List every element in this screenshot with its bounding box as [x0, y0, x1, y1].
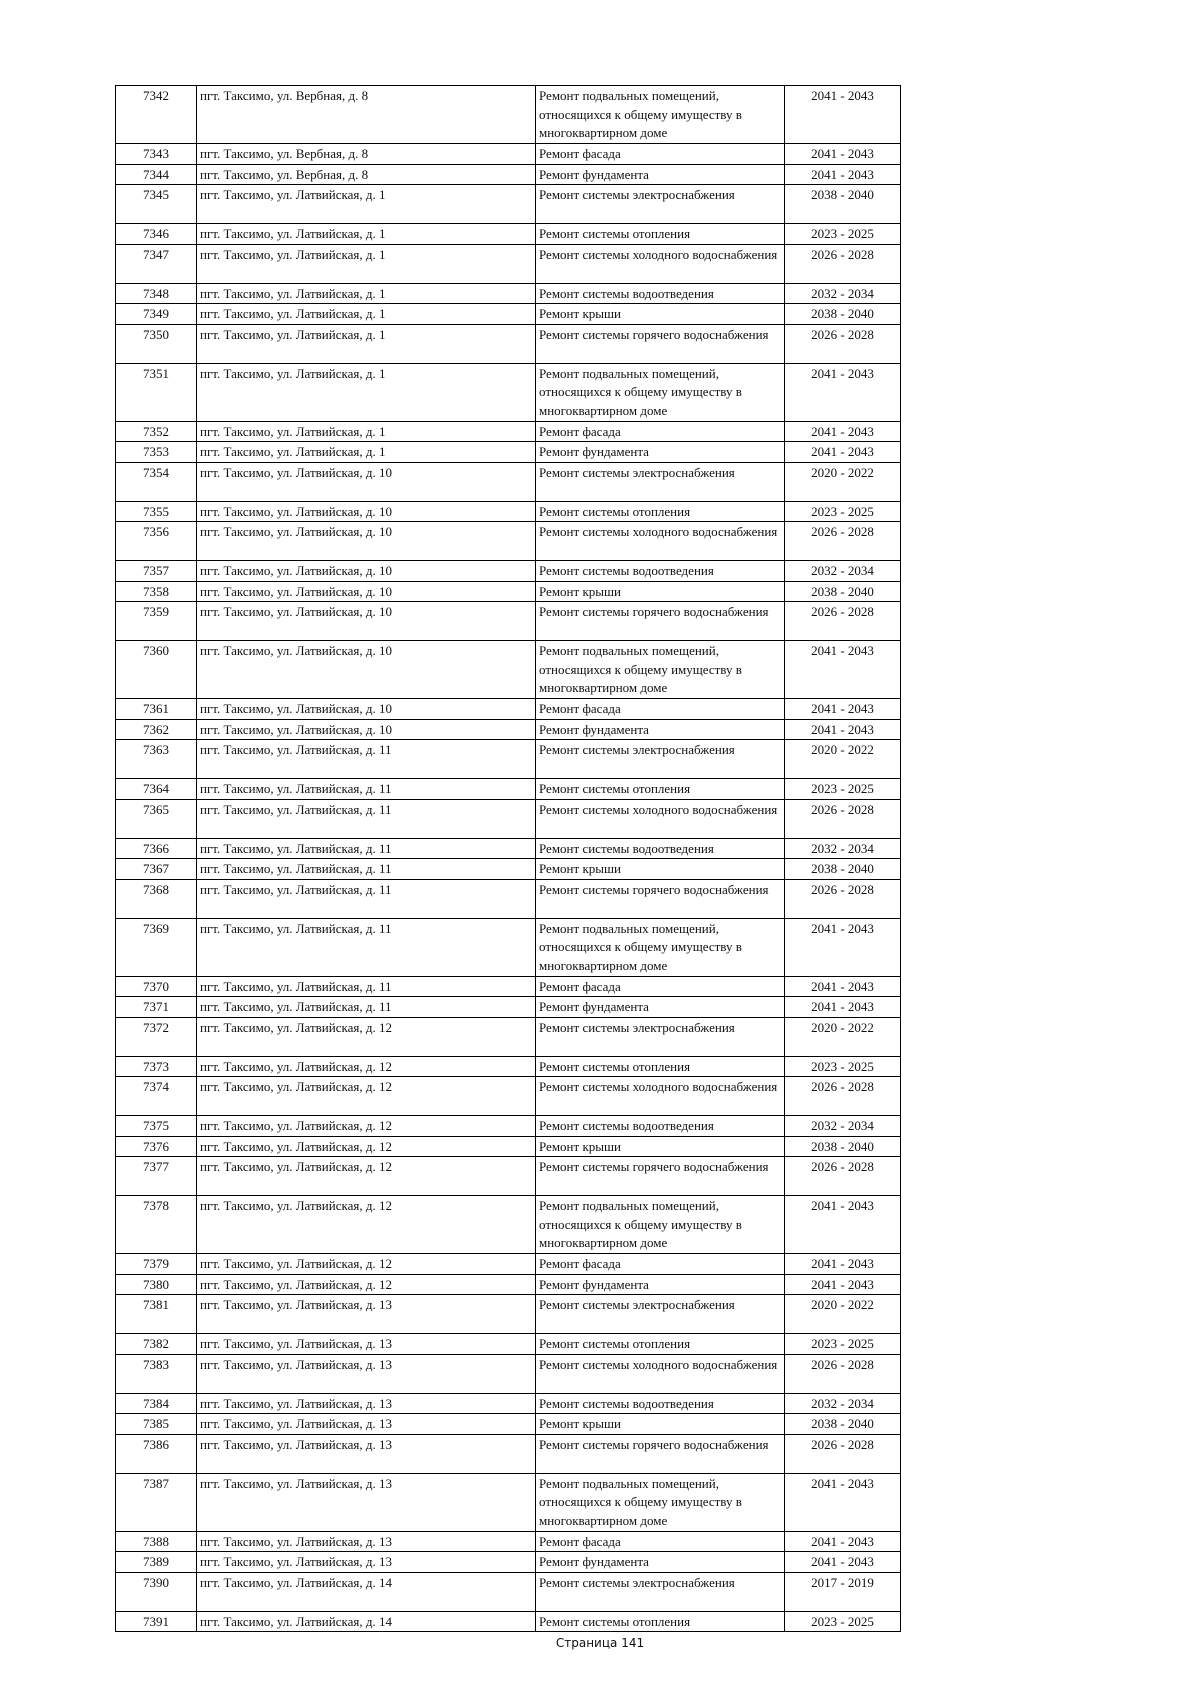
period-cell: 2023 - 2025 — [785, 779, 901, 800]
table-row — [116, 1531, 901, 1552]
work-type-cell: Ремонт системы холодного водоснабжения — [536, 244, 785, 283]
table-row — [116, 641, 901, 699]
period-cell: 2023 - 2025 — [785, 1056, 901, 1077]
work-type-cell: Ремонт фундамента — [536, 164, 785, 185]
work-type-cell: Ремонт крыши — [536, 859, 785, 880]
work-type-cell: Ремонт подвальных помещений, относящихся к общему имуществу в многоквартирном доме — [536, 1196, 785, 1254]
period-cell: 2026 - 2028 — [785, 244, 901, 283]
work-type-cell: Ремонт подвальных помещений, относящихся к общему имуществу в многоквартирном доме — [536, 641, 785, 699]
table-row — [116, 244, 901, 283]
address-cell: пгт. Таксимо, ул. Латвийская, д. 10 — [197, 501, 536, 522]
table-row — [116, 1611, 901, 1632]
period-cell: 2020 - 2022 — [785, 1295, 901, 1334]
work-type-cell: Ремонт системы отопления — [536, 779, 785, 800]
table-row — [116, 1414, 901, 1435]
row-number-cell: 7381 — [116, 1295, 197, 1334]
address-cell: пгт. Таксимо, ул. Латвийская, д. 1 — [197, 244, 536, 283]
row-number-cell: 7383 — [116, 1354, 197, 1393]
work-type-cell: Ремонт системы электроснабжения — [536, 185, 785, 224]
work-type-cell: Ремонт системы электроснабжения — [536, 740, 785, 779]
row-number-cell: 7349 — [116, 304, 197, 325]
table-row — [116, 997, 901, 1018]
address-cell: пгт. Таксимо, ул. Вербная, д. 8 — [197, 86, 536, 144]
row-number-cell: 7386 — [116, 1434, 197, 1473]
table-row — [116, 879, 901, 918]
row-number-cell: 7350 — [116, 324, 197, 363]
work-type-cell: Ремонт фундамента — [536, 1274, 785, 1295]
period-cell: 2023 - 2025 — [785, 1334, 901, 1355]
work-type-cell: Ремонт фасада — [536, 1254, 785, 1275]
address-cell: пгт. Таксимо, ул. Латвийская, д. 12 — [197, 1274, 536, 1295]
work-type-cell: Ремонт системы отопления — [536, 1334, 785, 1355]
table-row — [116, 859, 901, 880]
period-cell: 2017 - 2019 — [785, 1572, 901, 1611]
period-cell: 2023 - 2025 — [785, 501, 901, 522]
period-cell: 2032 - 2034 — [785, 283, 901, 304]
table-row — [116, 442, 901, 463]
period-cell: 2026 - 2028 — [785, 602, 901, 641]
address-cell: пгт. Таксимо, ул. Латвийская, д. 12 — [197, 1136, 536, 1157]
address-cell: пгт. Таксимо, ул. Латвийская, д. 12 — [197, 1116, 536, 1137]
address-cell: пгт. Таксимо, ул. Латвийская, д. 11 — [197, 740, 536, 779]
row-number-cell: 7390 — [116, 1572, 197, 1611]
row-number-cell: 7379 — [116, 1254, 197, 1275]
period-cell: 2041 - 2043 — [785, 976, 901, 997]
row-number-cell: 7365 — [116, 799, 197, 838]
address-cell: пгт. Таксимо, ул. Латвийская, д. 13 — [197, 1393, 536, 1414]
period-cell: 2041 - 2043 — [785, 1531, 901, 1552]
table-row — [116, 1017, 901, 1056]
period-cell: 2041 - 2043 — [785, 1196, 901, 1254]
table-row — [116, 1572, 901, 1611]
row-number-cell: 7387 — [116, 1473, 197, 1531]
table-row — [116, 1157, 901, 1196]
work-type-cell: Ремонт фундамента — [536, 442, 785, 463]
table-row — [116, 363, 901, 421]
address-cell: пгт. Таксимо, ул. Латвийская, д. 13 — [197, 1531, 536, 1552]
repair-schedule-table — [115, 85, 901, 1632]
work-type-cell: Ремонт крыши — [536, 304, 785, 325]
table-row — [116, 144, 901, 165]
period-cell: 2038 - 2040 — [785, 581, 901, 602]
work-type-cell: Ремонт системы электроснабжения — [536, 1295, 785, 1334]
table-row — [116, 185, 901, 224]
work-type-cell: Ремонт подвальных помещений, относящихся к общему имуществу в многоквартирном доме — [536, 86, 785, 144]
address-cell: пгт. Таксимо, ул. Латвийская, д. 13 — [197, 1473, 536, 1531]
period-cell: 2032 - 2034 — [785, 838, 901, 859]
address-cell: пгт. Таксимо, ул. Латвийская, д. 1 — [197, 185, 536, 224]
table-row — [116, 918, 901, 976]
work-type-cell: Ремонт системы отопления — [536, 1611, 785, 1632]
table-row — [116, 1077, 901, 1116]
row-number-cell: 7355 — [116, 501, 197, 522]
address-cell: пгт. Таксимо, ул. Латвийская, д. 11 — [197, 879, 536, 918]
work-type-cell: Ремонт крыши — [536, 1414, 785, 1435]
work-type-cell: Ремонт системы холодного водоснабжения — [536, 1077, 785, 1116]
work-type-cell: Ремонт системы холодного водоснабжения — [536, 799, 785, 838]
table-row — [116, 799, 901, 838]
table-row — [116, 1393, 901, 1414]
period-cell: 2041 - 2043 — [785, 164, 901, 185]
table-row — [116, 581, 901, 602]
address-cell: пгт. Таксимо, ул. Латвийская, д. 10 — [197, 522, 536, 561]
work-type-cell: Ремонт системы горячего водоснабжения — [536, 324, 785, 363]
period-cell: 2041 - 2043 — [785, 363, 901, 421]
work-type-cell: Ремонт системы горячего водоснабжения — [536, 879, 785, 918]
row-number-cell: 7372 — [116, 1017, 197, 1056]
period-cell: 2041 - 2043 — [785, 918, 901, 976]
address-cell: пгт. Таксимо, ул. Латвийская, д. 12 — [197, 1056, 536, 1077]
table-row — [116, 462, 901, 501]
address-cell: пгт. Таксимо, ул. Латвийская, д. 11 — [197, 838, 536, 859]
period-cell: 2032 - 2034 — [785, 561, 901, 582]
period-cell: 2026 - 2028 — [785, 799, 901, 838]
row-number-cell: 7361 — [116, 699, 197, 720]
period-cell: 2041 - 2043 — [785, 144, 901, 165]
address-cell: пгт. Таксимо, ул. Латвийская, д. 12 — [197, 1017, 536, 1056]
address-cell: пгт. Таксимо, ул. Вербная, д. 8 — [197, 144, 536, 165]
row-number-cell: 7364 — [116, 779, 197, 800]
period-cell: 2023 - 2025 — [785, 1611, 901, 1632]
address-cell: пгт. Таксимо, ул. Латвийская, д. 13 — [197, 1295, 536, 1334]
address-cell: пгт. Таксимо, ул. Латвийская, д. 1 — [197, 363, 536, 421]
work-type-cell: Ремонт системы водоотведения — [536, 561, 785, 582]
period-cell: 2041 - 2043 — [785, 997, 901, 1018]
period-cell: 2041 - 2043 — [785, 1274, 901, 1295]
address-cell: пгт. Таксимо, ул. Латвийская, д. 13 — [197, 1414, 536, 1435]
period-cell: 2041 - 2043 — [785, 641, 901, 699]
row-number-cell: 7356 — [116, 522, 197, 561]
row-number-cell: 7357 — [116, 561, 197, 582]
table-row — [116, 283, 901, 304]
period-cell: 2026 - 2028 — [785, 1354, 901, 1393]
period-cell: 2026 - 2028 — [785, 1434, 901, 1473]
period-cell: 2026 - 2028 — [785, 1077, 901, 1116]
address-cell: пгт. Таксимо, ул. Латвийская, д. 1 — [197, 421, 536, 442]
address-cell: пгт. Таксимо, ул. Латвийская, д. 1 — [197, 304, 536, 325]
row-number-cell: 7362 — [116, 719, 197, 740]
row-number-cell: 7385 — [116, 1414, 197, 1435]
address-cell: пгт. Таксимо, ул. Латвийская, д. 10 — [197, 641, 536, 699]
table-row — [116, 304, 901, 325]
work-type-cell: Ремонт системы холодного водоснабжения — [536, 522, 785, 561]
address-cell: пгт. Таксимо, ул. Латвийская, д. 1 — [197, 324, 536, 363]
period-cell: 2041 - 2043 — [785, 1254, 901, 1275]
address-cell: пгт. Таксимо, ул. Латвийская, д. 11 — [197, 859, 536, 880]
table-row — [116, 1295, 901, 1334]
row-number-cell: 7353 — [116, 442, 197, 463]
address-cell: пгт. Таксимо, ул. Латвийская, д. 10 — [197, 719, 536, 740]
table-row — [116, 561, 901, 582]
period-cell: 2023 - 2025 — [785, 224, 901, 245]
address-cell: пгт. Таксимо, ул. Латвийская, д. 12 — [197, 1196, 536, 1254]
address-cell: пгт. Таксимо, ул. Латвийская, д. 11 — [197, 997, 536, 1018]
work-type-cell: Ремонт фасада — [536, 1531, 785, 1552]
table-row — [116, 1334, 901, 1355]
address-cell: пгт. Таксимо, ул. Латвийская, д. 12 — [197, 1077, 536, 1116]
row-number-cell: 7370 — [116, 976, 197, 997]
period-cell: 2026 - 2028 — [785, 324, 901, 363]
row-number-cell: 7359 — [116, 602, 197, 641]
row-number-cell: 7360 — [116, 641, 197, 699]
table-row — [116, 1354, 901, 1393]
period-cell: 2041 - 2043 — [785, 1473, 901, 1531]
period-cell: 2038 - 2040 — [785, 185, 901, 224]
period-cell: 2038 - 2040 — [785, 1136, 901, 1157]
table-row — [116, 976, 901, 997]
period-cell: 2041 - 2043 — [785, 421, 901, 442]
work-type-cell: Ремонт фасада — [536, 144, 785, 165]
work-type-cell: Ремонт фундамента — [536, 719, 785, 740]
table-row — [116, 1552, 901, 1573]
table-row — [116, 602, 901, 641]
address-cell: пгт. Таксимо, ул. Латвийская, д. 13 — [197, 1334, 536, 1355]
table-row — [116, 501, 901, 522]
row-number-cell: 7347 — [116, 244, 197, 283]
row-number-cell: 7348 — [116, 283, 197, 304]
table-row — [116, 522, 901, 561]
row-number-cell: 7367 — [116, 859, 197, 880]
period-cell: 2026 - 2028 — [785, 1157, 901, 1196]
work-type-cell: Ремонт системы электроснабжения — [536, 462, 785, 501]
table-row — [116, 1254, 901, 1275]
row-number-cell: 7375 — [116, 1116, 197, 1137]
work-type-cell: Ремонт системы горячего водоснабжения — [536, 602, 785, 641]
row-number-cell: 7380 — [116, 1274, 197, 1295]
address-cell: пгт. Таксимо, ул. Латвийская, д. 11 — [197, 799, 536, 838]
row-number-cell: 7343 — [116, 144, 197, 165]
address-cell: пгт. Таксимо, ул. Латвийская, д. 12 — [197, 1157, 536, 1196]
address-cell: пгт. Таксимо, ул. Латвийская, д. 1 — [197, 224, 536, 245]
period-cell: 2041 - 2043 — [785, 86, 901, 144]
row-number-cell: 7346 — [116, 224, 197, 245]
row-number-cell: 7388 — [116, 1531, 197, 1552]
address-cell: пгт. Таксимо, ул. Латвийская, д. 1 — [197, 442, 536, 463]
row-number-cell: 7363 — [116, 740, 197, 779]
row-number-cell: 7342 — [116, 86, 197, 144]
work-type-cell: Ремонт крыши — [536, 1136, 785, 1157]
work-type-cell: Ремонт фундамента — [536, 997, 785, 1018]
address-cell: пгт. Таксимо, ул. Латвийская, д. 14 — [197, 1611, 536, 1632]
work-type-cell: Ремонт фасада — [536, 421, 785, 442]
work-type-cell: Ремонт системы водоотведения — [536, 1393, 785, 1414]
row-number-cell: 7376 — [116, 1136, 197, 1157]
address-cell: пгт. Таксимо, ул. Латвийская, д. 11 — [197, 976, 536, 997]
work-type-cell: Ремонт системы отопления — [536, 224, 785, 245]
table-row — [116, 224, 901, 245]
row-number-cell: 7354 — [116, 462, 197, 501]
work-type-cell: Ремонт системы водоотведения — [536, 1116, 785, 1137]
table-row — [116, 86, 901, 144]
work-type-cell: Ремонт системы холодного водоснабжения — [536, 1354, 785, 1393]
period-cell: 2026 - 2028 — [785, 522, 901, 561]
row-number-cell: 7382 — [116, 1334, 197, 1355]
table-row — [116, 1274, 901, 1295]
work-type-cell: Ремонт подвальных помещений, относящихся к общему имуществу в многоквартирном доме — [536, 363, 785, 421]
row-number-cell: 7373 — [116, 1056, 197, 1077]
address-cell: пгт. Таксимо, ул. Латвийская, д. 10 — [197, 581, 536, 602]
row-number-cell: 7384 — [116, 1393, 197, 1414]
work-type-cell: Ремонт фасада — [536, 976, 785, 997]
work-type-cell: Ремонт системы отопления — [536, 501, 785, 522]
row-number-cell: 7344 — [116, 164, 197, 185]
table-row — [116, 324, 901, 363]
address-cell: пгт. Таксимо, ул. Вербная, д. 8 — [197, 164, 536, 185]
table-row — [116, 164, 901, 185]
row-number-cell: 7378 — [116, 1196, 197, 1254]
row-number-cell: 7368 — [116, 879, 197, 918]
work-type-cell: Ремонт фасада — [536, 699, 785, 720]
row-number-cell: 7351 — [116, 363, 197, 421]
address-cell: пгт. Таксимо, ул. Латвийская, д. 13 — [197, 1434, 536, 1473]
address-cell: пгт. Таксимо, ул. Латвийская, д. 11 — [197, 779, 536, 800]
period-cell: 2026 - 2028 — [785, 879, 901, 918]
row-number-cell: 7391 — [116, 1611, 197, 1632]
work-type-cell: Ремонт подвальных помещений, относящихся к общему имуществу в многоквартирном доме — [536, 1473, 785, 1531]
address-cell: пгт. Таксимо, ул. Латвийская, д. 10 — [197, 462, 536, 501]
row-number-cell: 7366 — [116, 838, 197, 859]
page-number-footer: Страница 141 — [555, 1636, 645, 1650]
row-number-cell: 7374 — [116, 1077, 197, 1116]
address-cell: пгт. Таксимо, ул. Латвийская, д. 14 — [197, 1572, 536, 1611]
period-cell: 2038 - 2040 — [785, 304, 901, 325]
period-cell: 2041 - 2043 — [785, 699, 901, 720]
period-cell: 2020 - 2022 — [785, 462, 901, 501]
work-type-cell: Ремонт системы горячего водоснабжения — [536, 1434, 785, 1473]
address-cell: пгт. Таксимо, ул. Латвийская, д. 10 — [197, 699, 536, 720]
table-row — [116, 1473, 901, 1531]
work-type-cell: Ремонт системы отопления — [536, 1056, 785, 1077]
work-type-cell: Ремонт фундамента — [536, 1552, 785, 1573]
work-type-cell: Ремонт крыши — [536, 581, 785, 602]
row-number-cell: 7352 — [116, 421, 197, 442]
work-type-cell: Ремонт системы водоотведения — [536, 283, 785, 304]
table-row — [116, 1116, 901, 1137]
table-row — [116, 779, 901, 800]
table-row — [116, 740, 901, 779]
address-cell: пгт. Таксимо, ул. Латвийская, д. 13 — [197, 1354, 536, 1393]
address-cell: пгт. Таксимо, ул. Латвийская, д. 10 — [197, 561, 536, 582]
work-type-cell: Ремонт системы водоотведения — [536, 838, 785, 859]
address-cell: пгт. Таксимо, ул. Латвийская, д. 12 — [197, 1254, 536, 1275]
period-cell: 2041 - 2043 — [785, 719, 901, 740]
table-row — [116, 1434, 901, 1473]
row-number-cell: 7377 — [116, 1157, 197, 1196]
work-type-cell: Ремонт системы электроснабжения — [536, 1572, 785, 1611]
table-row — [116, 1136, 901, 1157]
table-row — [116, 719, 901, 740]
address-cell: пгт. Таксимо, ул. Латвийская, д. 13 — [197, 1552, 536, 1573]
period-cell: 2032 - 2034 — [785, 1116, 901, 1137]
row-number-cell: 7358 — [116, 581, 197, 602]
period-cell: 2032 - 2034 — [785, 1393, 901, 1414]
table-body — [116, 86, 901, 1632]
row-number-cell: 7345 — [116, 185, 197, 224]
period-cell: 2020 - 2022 — [785, 1017, 901, 1056]
row-number-cell: 7369 — [116, 918, 197, 976]
row-number-cell: 7371 — [116, 997, 197, 1018]
period-cell: 2038 - 2040 — [785, 1414, 901, 1435]
table-row — [116, 1056, 901, 1077]
work-type-cell: Ремонт системы электроснабжения — [536, 1017, 785, 1056]
period-cell: 2020 - 2022 — [785, 740, 901, 779]
work-type-cell: Ремонт подвальных помещений, относящихся к общему имуществу в многоквартирном доме — [536, 918, 785, 976]
work-type-cell: Ремонт системы горячего водоснабжения — [536, 1157, 785, 1196]
row-number-cell: 7389 — [116, 1552, 197, 1573]
address-cell: пгт. Таксимо, ул. Латвийская, д. 11 — [197, 918, 536, 976]
table-row — [116, 1196, 901, 1254]
period-cell: 2038 - 2040 — [785, 859, 901, 880]
table-row — [116, 421, 901, 442]
table-row — [116, 838, 901, 859]
period-cell: 2041 - 2043 — [785, 442, 901, 463]
table-row — [116, 699, 901, 720]
address-cell: пгт. Таксимо, ул. Латвийская, д. 10 — [197, 602, 536, 641]
address-cell: пгт. Таксимо, ул. Латвийская, д. 1 — [197, 283, 536, 304]
period-cell: 2041 - 2043 — [785, 1552, 901, 1573]
